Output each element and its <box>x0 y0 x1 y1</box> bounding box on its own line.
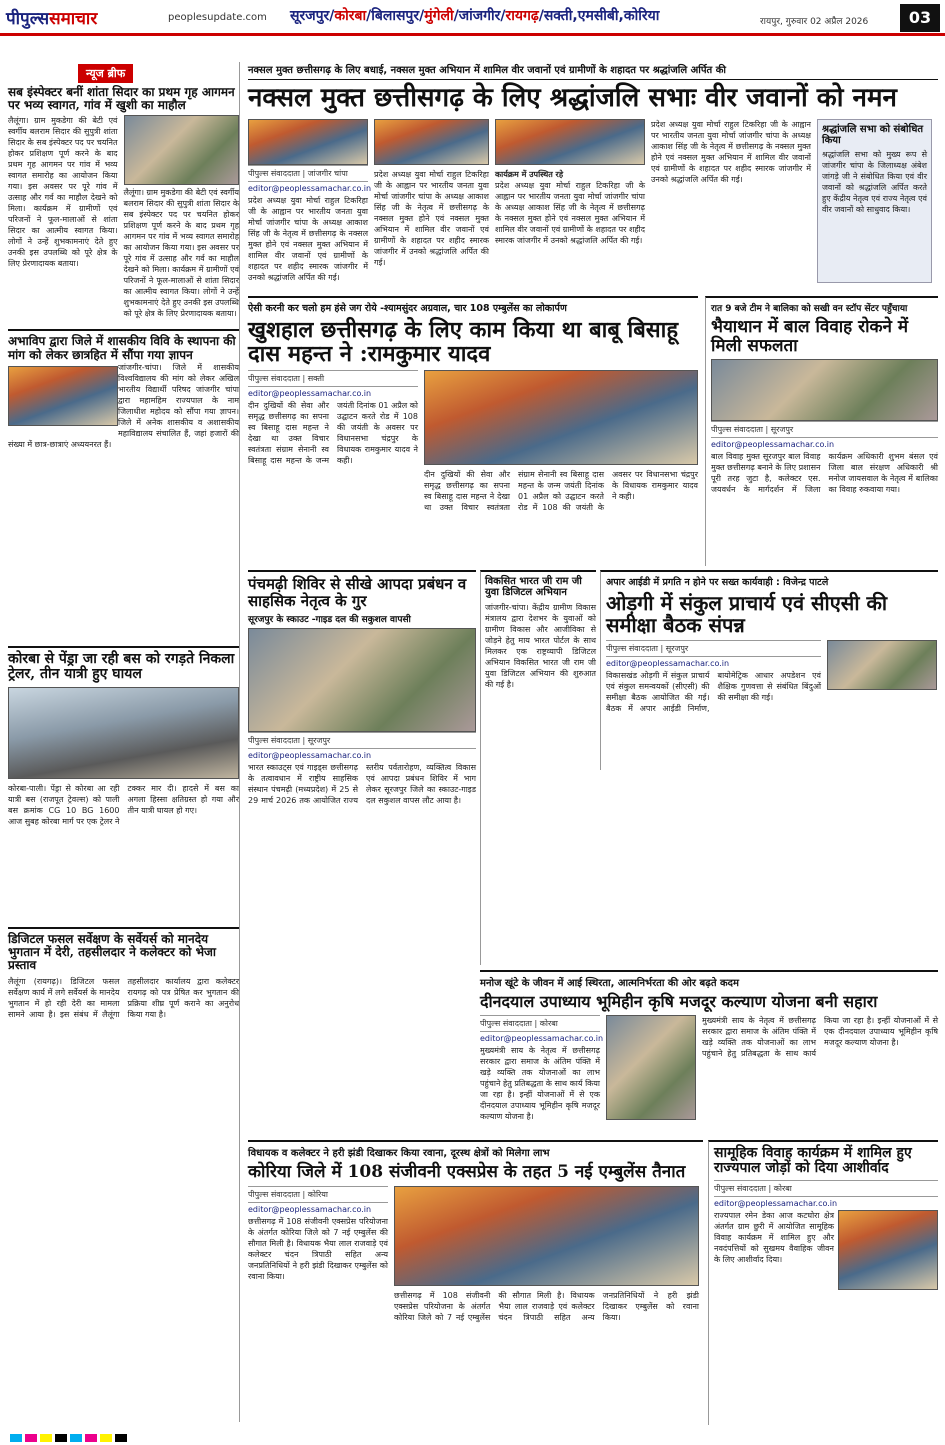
city-group: /बिलासपुर/ <box>366 8 425 24</box>
odgi-kicker: अपार आईडी में प्रगति न होने पर सख्त कार्यवाही : विजेन्द्र पाटले <box>606 577 829 588</box>
city-group: सूरजपुर/ <box>290 8 335 24</box>
mahant-byline: पीपुल्स संवाददाता | सक्ती <box>248 370 418 387</box>
deendayal-email[interactable]: editor@peoplessamachar.co.in <box>480 1033 604 1043</box>
ambulance-story <box>248 1140 703 1425</box>
abvp-body: जांजगीर-चांपा। जिले में शासकीय विश्वविद्यालय की मांग को लेकर अखिल भारतीय विद्यार्थी परिषद जांजगीर चांपा द्वारा महामहिम राज्यपाल के नाम जिलाधीश महोदय को सौंपा गया ज्ञापन। जिले में अनेक शासकीय व अशासकीय महाविद्यालय संचालित हैं, जहां हजारों की संख्या में छात्र-छात्राएं अध्ययनरत हैं। <box>8 362 239 449</box>
ambulance-headline[interactable]: कोरिया जिले में 108 संजीवनी एक्सप्रेस के तहत 5 नई एम्बुलेंस तैनात <box>248 1162 686 1182</box>
city-group: रायगढ़ <box>505 8 539 24</box>
ambulance-email[interactable]: editor@peoplessamachar.co.in <box>248 1204 372 1214</box>
top-story-body-col4: प्रदेश अध्यक्ष युवा मोर्चा राहुल टिकरिहा जी के आह्वान पर भारतीय जनता युवा मोर्चा जांजगीर चांपा के अध्यक्ष आकाश सिंह जी के नेतृत्व में छत्तीसगढ़ के नक्सल मुक्त होने एवं नक्सल मुक्त अभियान में शामिल वीर जवानों एवं ग्रामीणों के शहादत पर शहीद स्मारक जांजगीर में उनको श्रद्धांजलि अर्पित की गई। <box>651 119 811 184</box>
crop-survey-headline[interactable]: डिजिटल फसल सर्वेक्षण के सर्वेयर्स को मानदेय भुगतान में देरी, तहसीलदार ने कलेक्टर को भेजा प्रस्ताव <box>8 931 217 972</box>
top-story-body-more: प्रदेश अध्यक्ष युवा मोर्चा राहुल टिकरिहा जी के आह्वान पर भारतीय जनता युवा मोर्चा जांजगीर चांपा के अध्यक्ष आकाश सिंह जी के नेतृत्व में छत्तीसगढ़ के नक्सल मुक्त होने एवं नक्सल मुक्त अभियान में शामिल वीर जवानों एवं ग्रामीणों के शहादत पर शहीद स्मारक जांजगीर में उनको श्रद्धांजलि अर्पित की गई। <box>495 180 645 245</box>
mahant-email[interactable]: editor@peoplessamachar.co.in <box>248 389 372 399</box>
city-group: मुंगेली <box>424 8 454 24</box>
top-story-kicker: नक्सल मुक्त छत्तीसगढ़ के लिए बधाई, नक्सल मुक्त अभियान में शामिल वीर जवानों एवं ग्रामीणों के शहादत पर श्रद्धांजलि अर्पित की <box>248 62 938 80</box>
digital-bharat-story <box>480 570 596 965</box>
top-story-body: प्रदेश अध्यक्ष युवा मोर्चा राहुल टिकरिहा जी के आह्वान पर भारतीय जनता युवा मोर्चा जांजगीर चांपा के अध्यक्ष आकाश सिंह जी के नेतृत्व में छत्तीसगढ़ के नक्सल मुक्त होने एवं नक्सल मुक्त अभियान में शामिल वीर जवानों एवं ग्रामीणों के शहादत पर शहीद स्मारक जांजगीर में उनको श्रद्धांजलि अर्पित की गई। <box>248 195 368 282</box>
child-marriage-byline: पीपुल्स संवाददाता | सूरजपुर <box>711 421 938 438</box>
child-marriage-kicker: रात 9 बजे टीम ने बालिका को सखी वन स्टॉप सेंटर पहुँचाया <box>711 304 908 314</box>
deendayal-byline: पीपुल्स संवाददाता | कोरबा <box>480 1015 600 1032</box>
mahant-kicker: ऐसी करनी कर चलो हम हंसे जग रोये -श्यामसुंदर अग्रवाल, चार 108 एम्बुलेंस का लोकार्पण <box>248 303 567 314</box>
mass-marriage-byline: पीपुल्स संवाददाता | कोरबा <box>714 1180 938 1197</box>
top-story-body-cont: प्रदेश अध्यक्ष युवा मोर्चा राहुल टिकरिहा जी के आह्वान पर भारतीय जनता युवा मोर्चा जांजगीर चांपा के अध्यक्ष आकाश सिंह जी के नेतृत्व में छत्तीसगढ़ के नक्सल मुक्त होने एवं नक्सल मुक्त अभियान में शामिल वीर जवानों एवं ग्रामीणों के शहादत पर शहीद स्मारक जांजगीर में उनको श्रद्धांजलि अर्पित की गई। <box>374 169 489 267</box>
deendayal-kicker: मनोज खूंटे के जीवन में आई स्थिरता, आत्मनिर्भरता की ओर बढ़ते कदम <box>480 978 739 989</box>
mahant-body-cont: दीन दुखियों की सेवा और समृद्ध छत्तीसगढ़ का सपना स्व बिसाहू दास महन्त ने देखा था उक्त विचार स्वतंत्रता संग्राम सेनानी स्व बिसाहू दास महन्त के जन्म जयंती दिनांक 01 अप्रैल को उद्घाटन करते रोड में 108 की जयंती के अवसर पर विधानसभा चंद्रपुर के विधायक रामकुमार यादव ने कही। <box>424 470 698 513</box>
city-group: कोरबा <box>334 8 367 24</box>
mass-marriage-photo <box>838 1210 938 1290</box>
abvp-headline[interactable]: अभाविप द्वारा जिले में शासकीय विवि के स्थापना की मांग को लेकर छात्रहित में सौंपा गया ज्ञापन <box>8 334 236 362</box>
city-group: /जांजगीर/ <box>453 8 506 24</box>
mass-marriage-story <box>708 1140 938 1425</box>
top-story-photo-3 <box>495 119 645 165</box>
top-story-photo-1 <box>248 119 368 165</box>
deendayal-photo <box>606 1015 696 1120</box>
odgi-story <box>600 570 938 770</box>
top-story <box>248 62 938 292</box>
child-marriage-body: बाल विवाह मुक्त सूरजपुर बाल विवाह मुक्त छत्तीसगढ़ बनाने के लिए प्रशासन पूरी तरह जुटा है, कलेक्टर एस. जयवर्धन के मार्गदर्शन में जिला कार्यक्रम अधिकारी शुभम बंसल एवं जिला बाल संरक्षण अधिकारी श्री मनोज जायसवाल के नेतृत्व में बालिका का विवाह रुकवाया गया। <box>711 452 938 495</box>
ambulance-photo <box>394 1186 699 1286</box>
mahant-photo <box>424 370 698 465</box>
deendayal-body: मुख्यमंत्री साय के नेतृत्व में छत्तीसगढ़ सरकार द्वारा समाज के अंतिम पंक्ति में खड़े व्यक्ति तक योजनाओं का लाभ पहुंचाने हेतु प्रतिबद्धता के साथ कार्य किया जा रहा है। इन्हीं योजनाओं में से एक दीनदयाल उपाध्याय भूमिहीन कृषि मजदूर कल्याण योजना है। <box>480 1045 600 1121</box>
brief-headline-shanta[interactable]: सब इंस्पेक्टर बनीं शांता सिदार का प्रथम गृह आगमन पर भव्य स्वागत, गांव में खुशी का माहौल <box>8 85 235 113</box>
newspaper-logo[interactable] <box>6 6 97 29</box>
odgi-headline[interactable]: ओड़गी में संकुल प्राचार्य एवं सीएसी की समीक्षा बैठक संपन्न <box>606 591 887 637</box>
sidebox-title: श्रद्धांजलि सभा को संबोधित किया <box>822 123 924 146</box>
pachmarhi-email[interactable]: editor@peoplessamachar.co.in <box>248 751 372 760</box>
logo-part-a: पीपुल्स <box>6 9 50 29</box>
crop-survey-body: लैलूंगा (रायगढ़)। डिजिटल फसल सर्वेक्षण कार्य में लगे सर्वेयर्स के मानदेय भुगतान में हो रही देरी का मामला सामने आया है। इस संबंध में लैलूंगा तहसीलदार कार्यालय द्वारा कलेक्टर रायगढ़ को पत्र प्रेषित कर भुगतान की प्रक्रिया शीघ्र पूर्ण कराने का अनुरोध किया गया है। <box>8 977 239 1020</box>
dateline: रायपुर, गुरुवार 02 अप्रैल 2026 <box>760 17 869 27</box>
logo-part-b: समाचार <box>49 9 98 29</box>
mass-marriage-headline[interactable]: सामूहिक विवाह कार्यक्रम में शामिल हुए राज्यपाल जोड़ों को दिया आशीर्वाद <box>714 1145 912 1177</box>
ambulance-byline: पीपुल्स संवाददाता | कोरिया <box>248 1186 388 1203</box>
divider <box>8 927 239 929</box>
website-url[interactable]: peoplesupdate.com <box>168 12 267 23</box>
brief-body-shanta-cont: लैलूंगा। ग्राम मुकडेगा की बेटी एवं स्वर्गीय बलराम सिदार की सुपुत्री शांता सिदार के सब इंस्पेक्टर पद पर चयनित होकर प्रशिक्षण पूर्ण करने के बाद प्रथम गृह आगमन पर गांव में भव्य स्वागत समारोह का आयोजन किया गया। इस अवसर पर पूरे गांव में उत्साह और गर्व का माहौल देखने को मिला। कार्यक्रम में ग्रामीणों एवं परिजनों ने फूल-मालाओं से शांता सिदार का आत्मीय स्वागत किया। लोगों ने उन्हें शुभकामनाएं देते हुए उनकी इस उपलब्धि को पूरे क्षेत्र के लिए प्रेरणादायक बताया। <box>123 188 239 319</box>
news-brief-label: न्यूज ब्रीफ <box>78 64 133 83</box>
pachmarhi-story <box>248 570 476 965</box>
deendayal-story <box>480 970 938 1135</box>
abvp-photo <box>8 366 118 426</box>
odgi-byline: पीपुल्स संवाददाता | सूरजपुर <box>606 640 821 657</box>
page-number: 03 <box>900 4 940 32</box>
pachmarhi-body: भारत स्काउट्स एवं गाइड्स छत्तीसगढ़ के तत्वावधान में राष्ट्रीय साहसिक संस्थान पंचमढ़ी (मध्यप्रदेश) में 25 से 29 मार्च 2026 तक आयोजित राज्य स्तरीय पर्वतारोहण, व्यक्तित्व विकास एवं आपदा प्रबंधन शिविर में भाग लेकर सूरजपुर जिले का स्काउट-गाइड दल सकुशल वापस लौट आया है। <box>248 763 476 805</box>
mass-marriage-email[interactable]: editor@peoplessamachar.co.in <box>714 1198 838 1208</box>
top-story-photo-2 <box>374 119 489 165</box>
deendayal-headline[interactable]: दीनदयाल उपाध्याय भूमिहीन कृषि मजदूर कल्याण योजना बनी सहारा <box>480 992 878 1011</box>
top-story-email[interactable]: editor@peoplessamachar.co.in <box>248 183 372 193</box>
pachmarhi-sub: सूरजपुर के स्काउट -गाइड दल की सकुशल वापसी <box>248 615 411 625</box>
top-story-caption: कार्यक्रम में उपस्थित रहे <box>495 169 564 179</box>
left-news-column <box>8 62 240 1422</box>
ambulance-body: छत्तीसगढ़ में 108 संजीवनी एक्सप्रेस परियोजना के अंतर्गत कोरिया जिले को 7 नई एम्बुलेंस की सौगात मिली है। विधायक भैया लाल राजवाड़े एवं कलेक्टर चंदन त्रिपाठी सहित अन्य जनप्रतिनिधियों ने हरी झंडी दिखाकर एम्बुलेंस को रवाना किया। <box>248 1216 388 1281</box>
child-marriage-headline[interactable]: भैयाथान में बाल विवाह रोकने में मिली सफलता <box>711 317 909 356</box>
mahant-story <box>248 296 698 566</box>
ambulance-kicker: विधायक व कलेक्टर ने हरी झंडी दिखाकर किया रवाना, दूरस्थ क्षेत्रों को मिलेगा लाभ <box>248 1148 550 1159</box>
child-marriage-photo <box>711 359 938 421</box>
mahant-headline[interactable]: खुशहाल छत्तीसगढ़ के लिए काम किया था बाबू बिसाहू दास महन्त ने :रामकुमार यादव <box>248 317 679 368</box>
mahant-body: दीन दुखियों की सेवा और समृद्ध छत्तीसगढ़ का सपना स्व बिसाहू दास महन्त ने देखा था उक्त विचार स्वतंत्रता संग्राम सेनानी स्व बिसाहू दास महन्त के जन्म जयंती दिनांक 01 अप्रैल को उद्घाटन करते रोड में 108 की जयंती के अवसर पर विधानसभा चंद्रपुर के विधायक रामकुमार यादव ने कही। <box>248 401 418 466</box>
city-group: /सक्ती,एमसीबी,कोरिया <box>538 8 660 24</box>
odgi-email[interactable]: editor@peoplessamachar.co.in <box>606 659 730 668</box>
bus-accident-photo <box>8 687 239 779</box>
brief-body-shanta: लैलूंगा। ग्राम मुकडेगा की बेटी एवं स्वर्गीय बलराम सिदार की सुपुत्री शांता सिदार के सब इंस्पेक्टर पद पर चयनित होकर प्रशिक्षण पूर्ण करने के बाद प्रथम गृह आगमन पर गांव में भव्य स्वागत समारोह का आयोजन किया गया। इस अवसर पर पूरे गांव में उत्साह और गर्व का माहौल देखने को मिला। कार्यक्रम में ग्रामीणों एवं परिजनों ने फूल-मालाओं से शांता सिदार का आत्मीय स्वागत किया। लोगों ने उन्हें शुभकामनाएं देते हुए उनकी इस उपलब्धि को पूरे क्षेत्र के लिए प्रेरणादायक बताया। <box>8 116 118 269</box>
print-color-bar <box>0 1432 945 1445</box>
digital-bharat-headline[interactable]: विकसित भारत जी राम जी युवा डिजिटल अभियान <box>485 576 582 598</box>
sidebox-body: श्रद्धांजलि सभा को मुख्य रूप से जांजगीर चांपा के जिलाध्यक्ष अंबेश जांगड़े जी ने संबोधित किया एवं वीर जवानों को श्रद्धांजलि अर्पित करते हुए केंद्रीय नेतृत्व एवं राज्य नेतृत्व एवं वीर जवानों को साधुवाद किया। <box>822 149 927 214</box>
top-story-headline[interactable]: नक्सल मुक्त छत्तीसगढ़ के लिए श्रद्धांजलि सभाः वीर जवानों को नमन <box>248 83 897 113</box>
ambulance-body-cont: छत्तीसगढ़ में 108 संजीवनी एक्सप्रेस परियोजना के अंतर्गत कोरिया जिले को 7 नई एम्बुलेंस की सौगात मिली है। विधायक भैया लाल राजवाड़े एवं कलेक्टर चंदन त्रिपाठी सहित अन्य जनप्रतिनिधियों ने हरी झंडी दिखाकर एम्बुलेंस को रवाना किया। <box>394 1290 699 1322</box>
child-marriage-email[interactable]: editor@peoplessamachar.co.in <box>711 440 835 450</box>
shanta-photo <box>124 115 239 185</box>
odgi-photo <box>827 640 937 690</box>
bus-accident-headline[interactable]: कोरबा से पेंड्रा जा रही बस को रगड़ते निकला ट्रेलर, तीन यात्री हुए घायल <box>8 650 235 683</box>
odgi-body: विकासखंड ओड़गी में संकुल प्राचार्य एवं संकुल समन्वयकों (सीएसी) की समीक्षा बैठक आयोजित की गई। बैठक में अपार आईडी निर्माण, बायोमेट्रिक आधार अपडेशन एवं शैक्षिक गुणवत्ता से संबंधित बिंदुओं की समीक्षा की गई। <box>606 671 821 713</box>
digital-bharat-body: जांजगीर-चांपा। केंद्रीय ग्रामीण विकास मंत्रालय द्वारा देशभर के युवाओं को ग्रामीण विकास और आजीविका से जोड़ने हेतु माय भारत पोर्टल के साथ मिलकर एक राष्ट्रव्यापी डिजिटल अभियान विकसित भारत जी राम जी युवा डिजिटल अभियान की शुरुआत की गई है। <box>485 603 596 689</box>
pachmarhi-headline[interactable]: पंचमढ़ी शिविर से सीखे आपदा प्रबंधन व साहसिक नेतृत्व के गुर <box>248 575 467 610</box>
divider <box>8 329 239 331</box>
bus-accident-body: कोरबा-पाली। पेंड्रा से कोरबा आ रही यात्री बस (राजपूत ट्रेवल्स) को पाली बस क्रमांक CG 10 BG 1600 आज सुबह कोरबा मार्ग पर एक ट्रेलर ने टक्कर मार दी। हादसे में बस का अगला हिस्सा क्षतिग्रस्त हो गया और तीन यात्री घायल हो गए। <box>8 783 239 826</box>
divider <box>8 646 239 648</box>
masthead <box>0 0 945 36</box>
child-marriage-story <box>705 296 938 566</box>
tribute-sidebox <box>817 119 932 283</box>
top-story-byline: पीपुल्स संवाददाता | जांजगीर चांपा <box>248 165 368 182</box>
deendayal-body-cont: मुख्यमंत्री साय के नेतृत्व में छत्तीसगढ़ सरकार द्वारा समाज के अंतिम पंक्ति में खड़े व्यक्ति तक योजनाओं का लाभ पहुंचाने हेतु प्रतिबद्धता के साथ कार्य किया जा रहा है। इन्हीं योजनाओं में से एक दीनदयाल उपाध्याय भूमिहीन कृषि मजदूर कल्याण योजना है। <box>702 1015 938 1058</box>
pachmarhi-byline: पीपुल्स संवाददाता | सूरजपुर <box>248 732 476 749</box>
pachmarhi-photo <box>248 628 476 732</box>
mass-marriage-body: राज्यपाल रमेन डेका आज कटघोरा क्षेत्र अंतर्गत ग्राम छुरी में आयोजित सामूहिक विवाह कार्यक्रम में शामिल हुए और नवदंपत्तियों को सुखमय वैवाहिक जीवन के लिए आशीर्वाद दिया। <box>714 1210 834 1264</box>
edition-cities <box>290 6 659 25</box>
